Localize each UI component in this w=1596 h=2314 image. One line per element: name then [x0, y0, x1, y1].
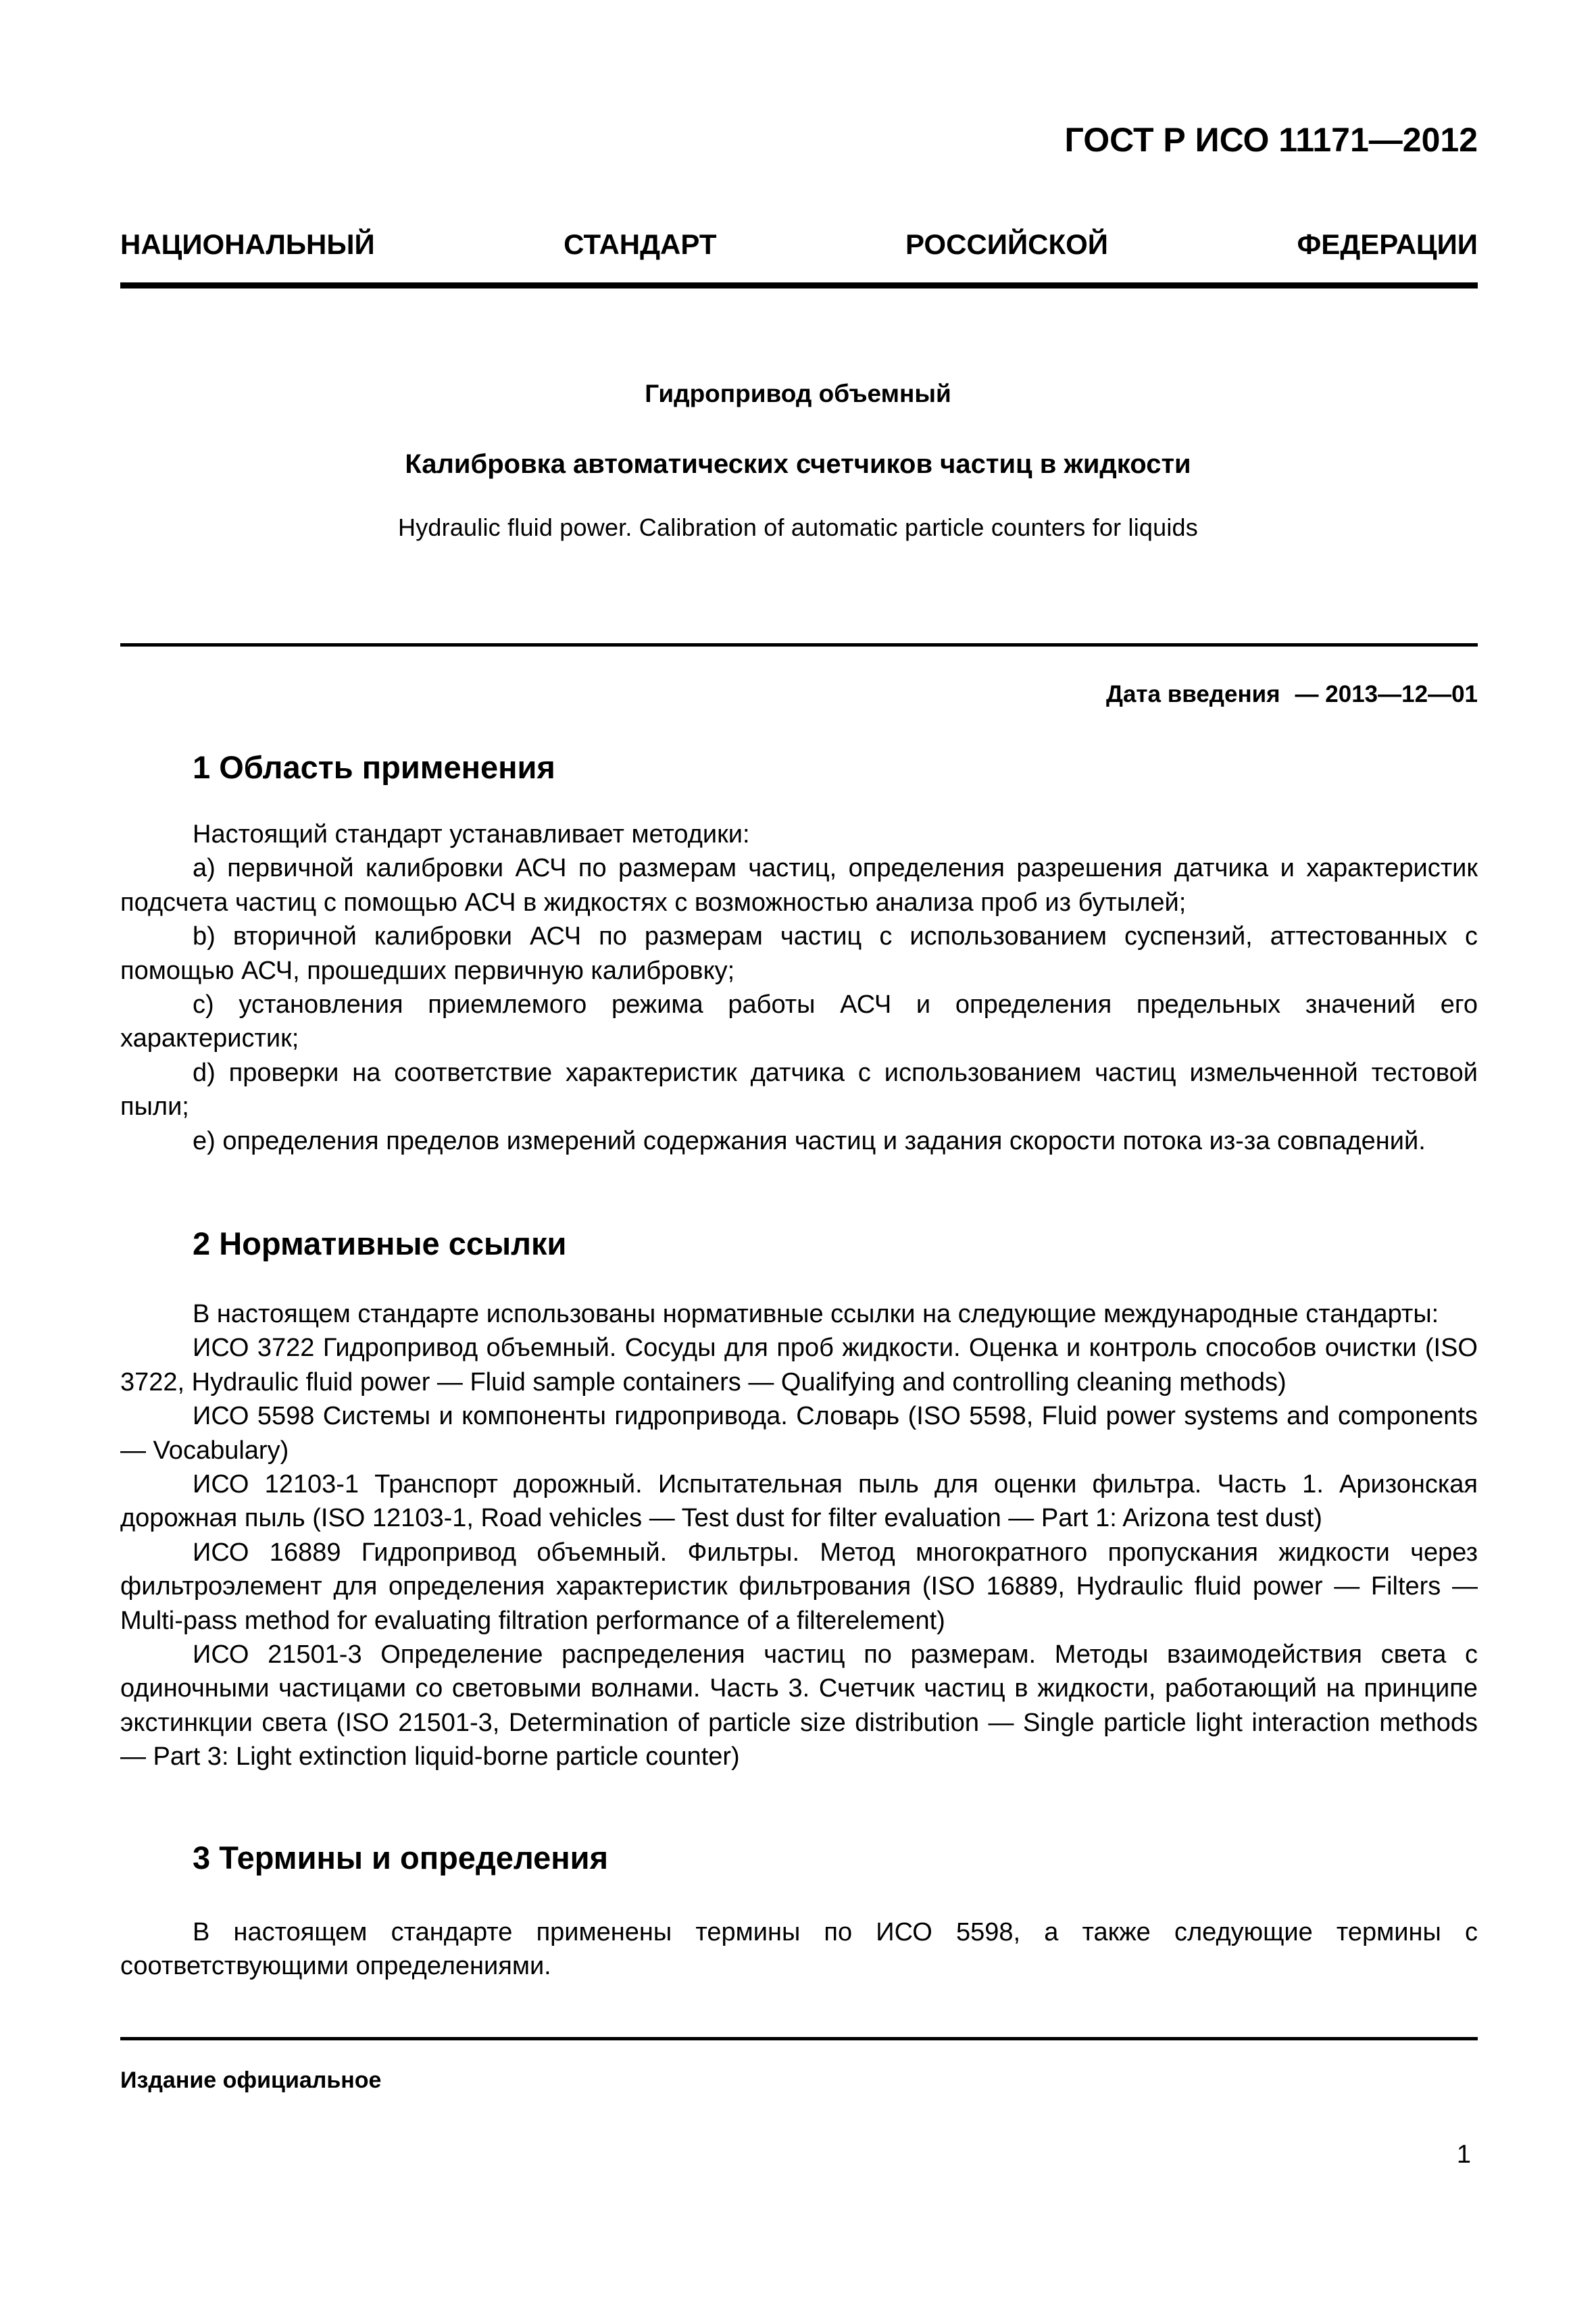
paragraph: ИСО 3722 Гидропривод объемный. Сосуды для проб жидкости. Оценка и контроль способов очистки (ISO 3722, Hydraulic fluid power — Fluid sample containers — Qualifying and controlling cleaning methods): [120, 1334, 1478, 1397]
date-value: — 2013—12—01: [1295, 681, 1478, 707]
paragraph: ИСО 16889 Гидропривод объемный. Фильтры. Метод многократного пропускания жидкости через фильтроэлемент для определения характеристик фильтрования (ISO 16889, Hydraulic fluid power — Filters — Multi-pass method for evaluating filtration performance of a filterelement): [120, 1538, 1478, 1635]
section-body: [120, 1915, 1478, 1984]
paragraph: В настоящем стандарте использованы нормативные ссылки на следующие международные стандарты:: [193, 1300, 1439, 1328]
paragraph: ИСО 21501-3 Определение распределения частиц по размерам. Методы взаимодействия света с одиночными частицами со световыми волнами. Часть 3. Счетчик частиц в жидкости, работающий на принципе экстинкции света (ISO 21501-3, Determination of particle size distribution — Single particle light interaction methods — Part 3: Light extinction liquid-borne particle counter): [120, 1640, 1478, 1771]
document-title-ru-2: Калибровка автоматических счетчиков частиц в жидкости: [405, 449, 1191, 479]
section-body: [120, 818, 1478, 1158]
date-label: Дата введения: [1106, 681, 1280, 707]
paragraph: b) вторичной калибровки АСЧ по размерам частиц с использованием суспензий, аттестованных с помощью АСЧ, прошедших первичную калибровку;: [120, 922, 1478, 985]
paragraph: e) определения пределов измерений содержания частиц и задания скорости потока из-за совпадений.: [193, 1126, 1426, 1155]
edition-label: Издание официальное: [120, 2067, 382, 2093]
document-number: ГОСТ Р ИСО 11171—2012: [1064, 121, 1478, 159]
banner-word: НАЦИОНАЛЬНЫЙ: [120, 228, 375, 260]
paragraph: d) проверки на соответствие характеристик датчика с использованием частиц измельченной тестовой пыли;: [120, 1058, 1478, 1122]
paragraph: Настоящий стандарт устанавливает методики:: [193, 820, 750, 849]
header-divider: [120, 282, 1478, 288]
paragraph: В настоящем стандарте применены термины по ИСО 5598, а также следующие термины с соответствующими определениями.: [120, 1918, 1478, 1981]
paragraph: c) установления приемлемого режима работы АСЧ и определения предельных значений его характеристик;: [120, 990, 1478, 1053]
section-heading: 1 Область применения: [193, 749, 555, 785]
document-title-ru-1: Гидропривод объемный: [645, 380, 951, 407]
banner-word: ФЕДЕРАЦИИ: [1297, 228, 1478, 260]
section-heading: 2 Нормативные ссылки: [193, 1226, 567, 1261]
section-body: [120, 1297, 1478, 1774]
paragraph: a) первичной калибровки АСЧ по размерам частиц, определения разрешения датчика и характеристик подсчета частиц с помощью АСЧ в жидкостях с возможностью анализа проб из бутылей;: [120, 854, 1478, 917]
footer-divider: [120, 2037, 1478, 2040]
paragraph: ИСО 12103-1 Транспорт дорожный. Испытательная пыль для оценки фильтра. Часть 1. Аризонская дорожная пыль (ISO 12103-1, Road vehicles — Test dust for filter evaluation — Part 1: Arizona test dust): [120, 1470, 1478, 1533]
paragraph: ИСО 5598 Системы и компоненты гидропривода. Словарь (ISO 5598, Fluid power systems and components — Vocabulary): [120, 1402, 1478, 1465]
document-title-en: Hydraulic fluid power. Calibration of automatic particle counters for liquids: [398, 513, 1198, 541]
section-heading: 3 Термины и определения: [193, 1840, 608, 1876]
national-standard-banner: [120, 228, 1478, 261]
page-number: 1: [1456, 2140, 1471, 2169]
banner-word: РОССИЙСКОЙ: [905, 228, 1108, 260]
banner-word: СТАНДАРТ: [564, 228, 717, 260]
title-divider: [120, 643, 1478, 647]
introduction-date: [1106, 681, 1478, 708]
